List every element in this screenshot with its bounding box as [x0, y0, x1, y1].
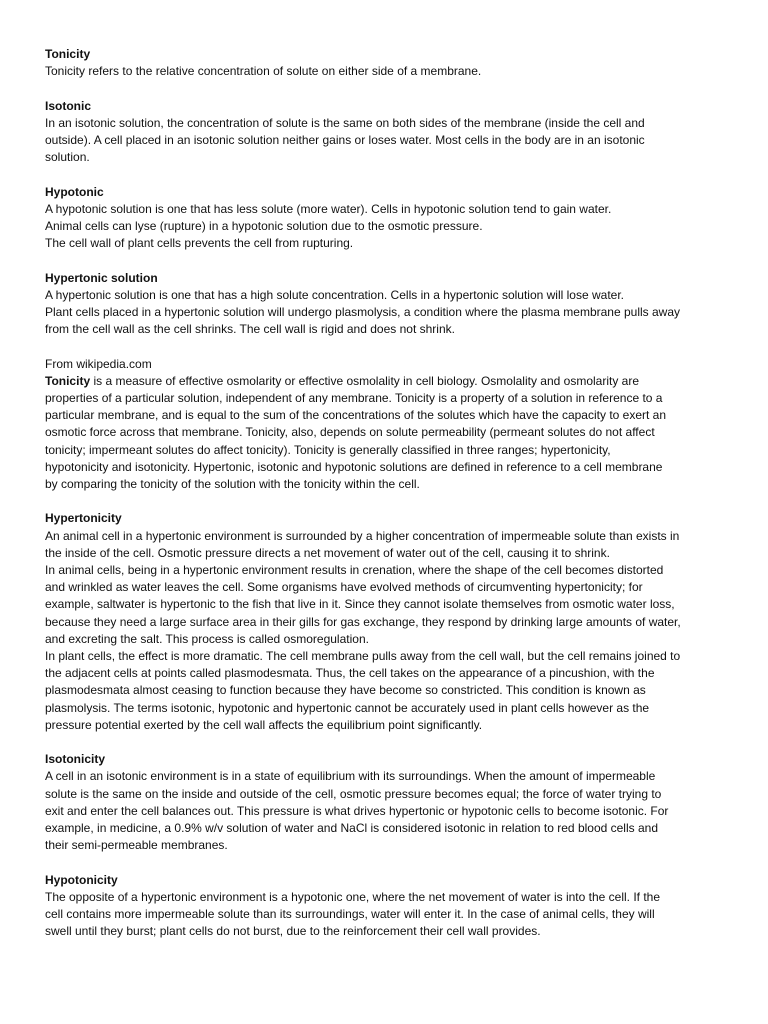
paragraph-line: A cell in an isotonic environment is in a state of equilibrium with its surroundings. When the amount of impermeable: [45, 769, 656, 784]
paragraph-line: the inside of the cell. Osmotic pressure directs a net movement of water out of the cell, causing it to shrink.: [45, 545, 610, 560]
section-heading: Hypertonicity: [45, 511, 122, 526]
paragraph-line: particular membrane, and is equal to the sum of the concentrations of the solutes which have the capacity to exert an: [45, 408, 667, 423]
paragraph-line: In an isotonic solution, the concentration of solute is the same on both sides of the membrane (inside the cell and: [45, 115, 645, 130]
paragraph-line: because they need a large surface area in their gills for gas exchange, they respond by drinking large amounts of water,: [45, 614, 681, 629]
section-wikipedia-excerpt: [45, 356, 725, 494]
paragraph-line: In animal cells, being in a hypertonic environment results in crenation, where the shape of the cell becomes distorted: [45, 563, 664, 578]
paragraph-line: swell until they burst; plant cells do not burst, due to the reinforcement their cell wall provides.: [45, 924, 541, 939]
paragraph-line: solute is the same on the inside and outside of the cell, osmotic pressure becomes equal; the force of water trying to: [45, 786, 662, 801]
paragraph-line: and excreting the salt. This process is called osmoregulation.: [45, 631, 369, 646]
section-heading: Hypertonic solution: [45, 270, 158, 285]
paragraph-line: their semi-permeable membranes.: [45, 838, 228, 853]
lead-text: is a measure of effective osmolarity or effective osmolality in cell biology. Osmolality and osmolarity are: [90, 373, 640, 388]
paragraph-line: properties of a particular solution, independent of any membrane. Tonicity is a property of a solution in reference to a: [45, 391, 663, 405]
paragraph-line: plasmolysis. The terms isotonic, hypotonic and hypertonic cannot be accurately used in plant cells however as the: [45, 700, 650, 715]
source-attribution: From wikipedia.com: [45, 356, 152, 371]
paragraph-line: Animal cells can lyse (rupture) in a hypotonic solution due to the osmotic pressure.: [45, 219, 483, 233]
paragraph-line: outside). A cell placed in an isotonic solution neither gains or loses water. Most cells in the body are in an isotonic: [45, 133, 645, 147]
section-hypertonicity: [45, 510, 725, 734]
section-hypotonicity: [45, 872, 725, 941]
section-heading: Isotonic: [45, 98, 92, 113]
paragraph-line: Tonicity refers to the relative concentration of solute on either side of a membrane.: [45, 64, 482, 79]
paragraph-line: the adjacent cells at points called plasmodesmata. Thus, the cell takes on the appearance of a pincushion, with the: [45, 666, 655, 681]
paragraph-line: cell contains more impermeable solute than its surroundings, water will enter it. In the case of animal cells, they will: [45, 907, 655, 922]
paragraph-line: tonicity; impermeant solutes do affect tonicity). Tonicity is generally classified in three ranges; hypertonicity,: [45, 442, 611, 457]
paragraph-line: The opposite of a hypertonic environment is a hypotonic one, where the net movement of water is into the cell. If the: [45, 889, 661, 904]
paragraph-line: A hypotonic solution is one that has less solute (more water). Cells in hypotonic solution tend to gain water.: [45, 201, 612, 216]
paragraph-line: The cell wall of plant cells prevents the cell from rupturing.: [45, 236, 354, 251]
document-page: [45, 46, 725, 958]
section-isotonic: [45, 98, 725, 167]
section-isotonicity: [45, 751, 725, 854]
paragraph-line: pressure potential exerted by the cell wall affects the equilibrium point significantly.: [45, 717, 483, 732]
section-heading: Hypotonic: [45, 184, 104, 199]
paragraph-line: osmotic force across that membrane. Tonicity, also, depends on solute permeability (permeant solutes do not affect: [45, 425, 655, 440]
paragraph-line: In plant cells, the effect is more dramatic. The cell membrane pulls away from the cell wall, but the cell remains joined to: [45, 649, 681, 664]
paragraph-line: from the cell wall as the cell shrinks. The cell wall is rigid and does not shrink.: [45, 322, 455, 337]
paragraph-line: and wrinkled as water leaves the cell. Some organisms have evolved methods of circumventing hypertonicity; for: [45, 580, 643, 595]
paragraph-line: Plant cells placed in a hypertonic solution will undergo plasmolysis, a condition where the plasma membrane pulls away: [45, 305, 680, 319]
paragraph-line: An animal cell in a hypertonic environment is surrounded by a higher concentration of impermeable solute than exists in: [45, 528, 680, 543]
paragraph-line: by comparing the tonicity of the solution with the tonicity within the cell.: [45, 477, 420, 492]
paragraph-line: solution.: [45, 150, 90, 165]
paragraph-line: [45, 373, 725, 390]
section-heading: Hypotonicity: [45, 872, 118, 887]
paragraph-line: hypotonicity and isotonicity. Hypertonic, isotonic and hypotonic solutions are defined in reference to a cell membrane: [45, 459, 663, 474]
paragraph-line: plasmodesmata almost ceasing to function because they have become so constricted. This condition is known as: [45, 683, 646, 698]
section-tonicity: [45, 46, 725, 80]
term-bold: Tonicity: [45, 373, 91, 388]
paragraph-line: exit and enter the cell balances out. This pressure is what drives hypertonic or hypotonic cells to become isotonic. For: [45, 803, 669, 818]
section-heading: Isotonicity: [45, 752, 106, 767]
section-hypertonic-solution: [45, 270, 725, 339]
paragraph-line: A hypertonic solution is one that has a high solute concentration. Cells in a hypertonic solution will lose water.: [45, 287, 624, 302]
paragraph-line: example, in medicine, a 0.9% w/v solution of water and NaCl is considered isotonic in relation to red blood cells and: [45, 821, 658, 836]
paragraph-line: example, saltwater is hypertonic to the fish that live in it. Since they cannot isolate themselves from osmotic water loss,: [45, 597, 675, 612]
section-hypotonic: [45, 184, 725, 253]
section-heading: Tonicity: [45, 47, 91, 61]
